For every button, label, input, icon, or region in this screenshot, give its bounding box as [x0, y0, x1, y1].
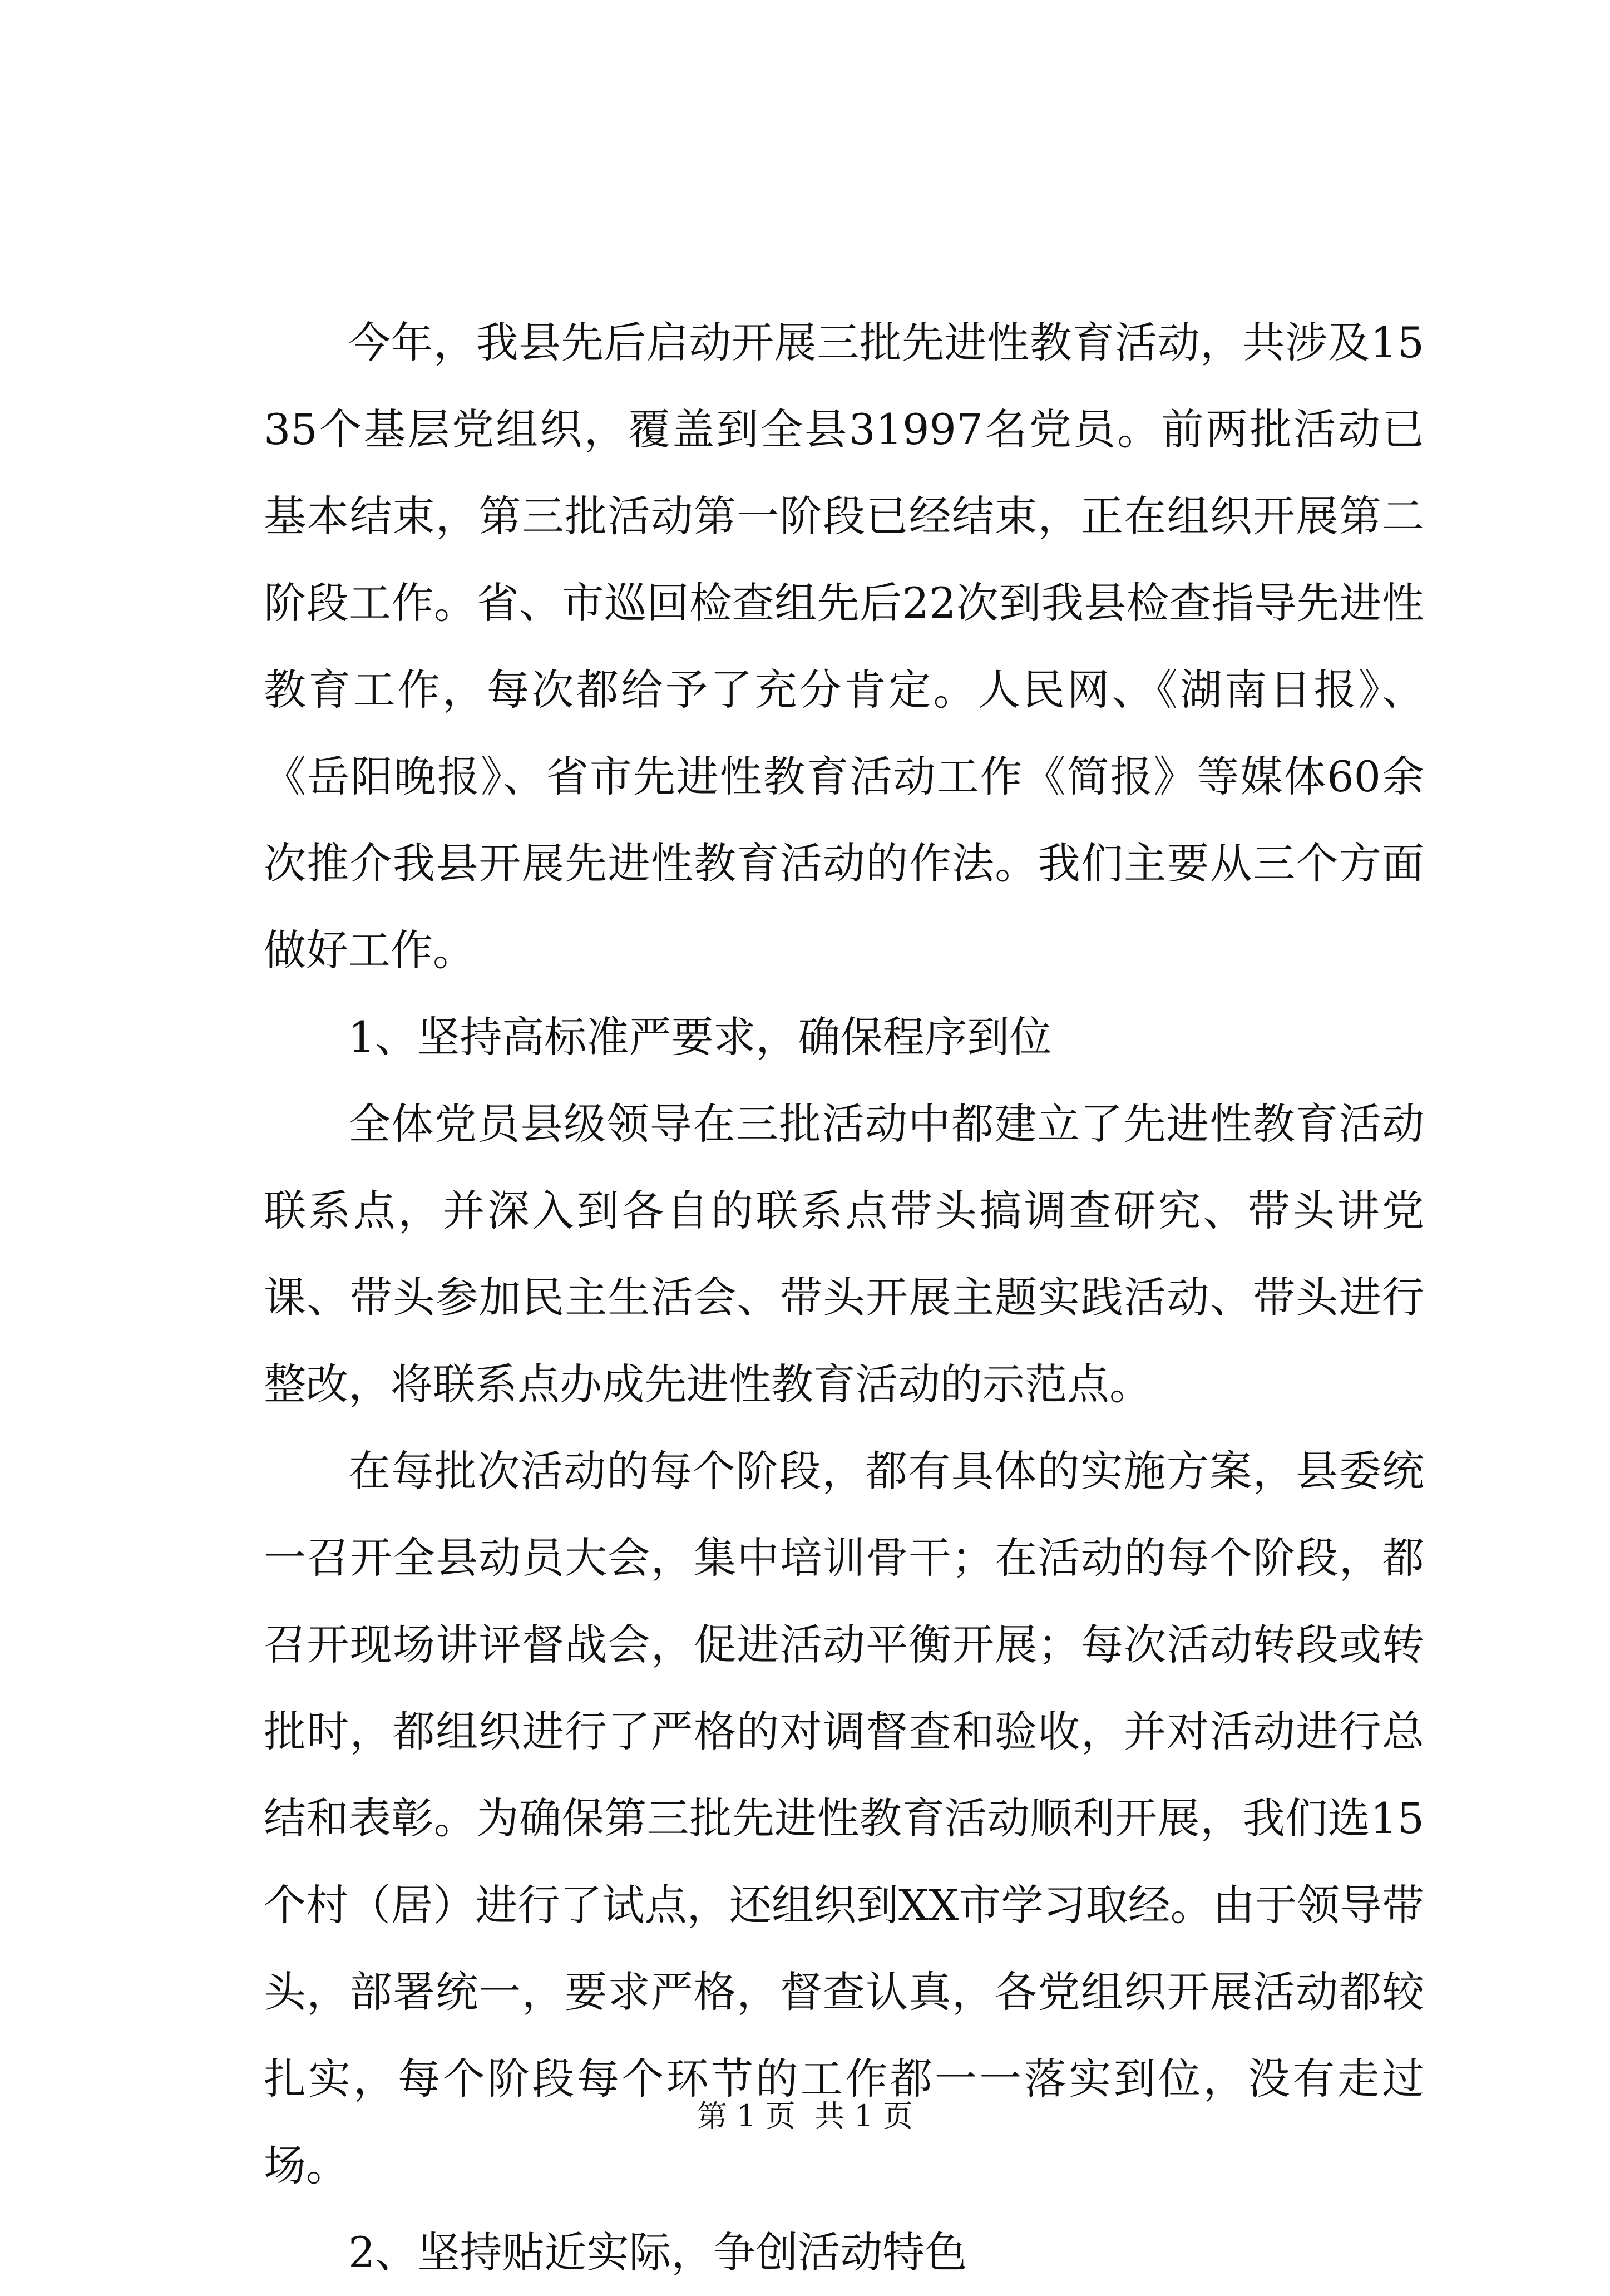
- section-heading-2: 2、坚持贴近实际，争创活动特色: [348, 2228, 967, 2277]
- paragraph-intro: 今年，我县先后启动开展三批先进性教育活动，共涉及1535个基层党组织，覆盖到全县31997名党员。前两批活动已基本结束，第三批活动第一阶段已经结束，正在组织开展第二阶段工作。省、市巡回检查组先后22次到我县检查指导先进性教育工作，每次都给予了充分肯定。人民网、《湖南日报》、《岳阳晚报》、省市先进性教育活动工作《简报》等媒体60余次推介我县开展先进性教育活动的作法。我们主要从三个方面做好工作。: [264, 318, 1424, 975]
- document-body: [264, 299, 1424, 2296]
- section-heading-1: 1、坚持高标准严要求，确保程序到位: [348, 1012, 1052, 1062]
- paragraph-leaders: 全体党员县级领导在三批活动中都建立了先进性教育活动联系点，并深入到各自的联系点带头搞调查研究、带头讲党课、带头参加民主生活会、带头开展主题实践活动、带头进行整改，将联系点办成先进性教育活动的示范点。: [264, 1099, 1424, 1409]
- page-number: 第 1 页 共 1 页: [697, 2098, 913, 2134]
- page-footer: [0, 2094, 1610, 2139]
- paragraph-stages: 在每批次活动的每个阶段，都有具体的实施方案，县委统一召开全县动员大会，集中培训骨干；在活动的每个阶段，都召开现场讲评督战会，促进活动平衡开展；每次活动转段或转批时，都组织进行了严格的对调督查和验收，并对活动进行总结和表彰。为确保第三批先进性教育活动顺利开展，我们选15个村（居）进行了试点，还组织到XX市学习取经。由于领导带头，部署统一，要求严格，督查认真，各党组织开展活动都较扎实，每个阶段每个环节的工作都一一落实到位，没有走过场。: [264, 1446, 1424, 2190]
